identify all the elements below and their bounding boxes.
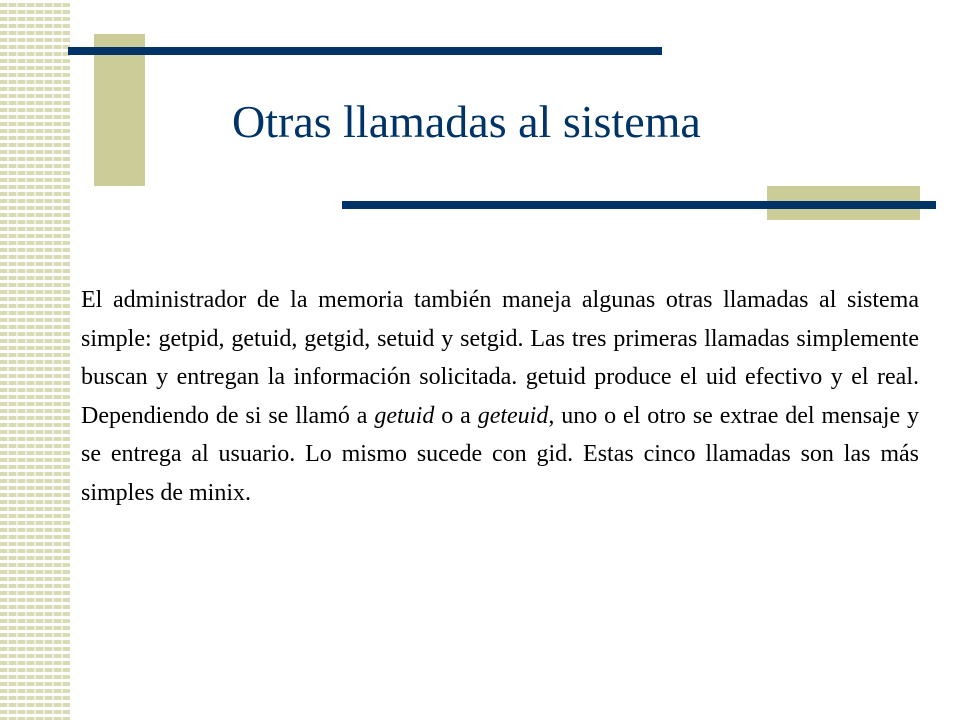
body-text-part2: o a	[434, 402, 478, 429]
title-rule-bottom	[342, 201, 936, 209]
slide-title: Otras llamadas al sistema	[232, 96, 701, 147]
title-rule-top	[68, 47, 662, 55]
body-text-part3: , uno o el otro se extrae del mensaje y se entrega al usuario. Lo mismo sucede con gid. Estas cinco llamadas son las más simples de minix.	[81, 402, 920, 506]
body-text-part1: El administrador de la memoria también maneja algunas otras llamadas al sistema simple: getpid, getuid, getgid, setuid y setgid. Las tres primeras llamadas simplemente buscan y entregan la información solicitada. getuid produce el uid efectivo y el real. Dependiendo de si se llamó a	[81, 287, 919, 429]
decorative-stripe-overlay	[0, 0, 70, 720]
body-text-italic-getuid: getuid	[374, 402, 435, 429]
body-text-italic-geteuid: geteuid	[477, 402, 549, 429]
slide-body-paragraph	[81, 281, 919, 512]
decorative-tan-block-left	[94, 34, 145, 186]
